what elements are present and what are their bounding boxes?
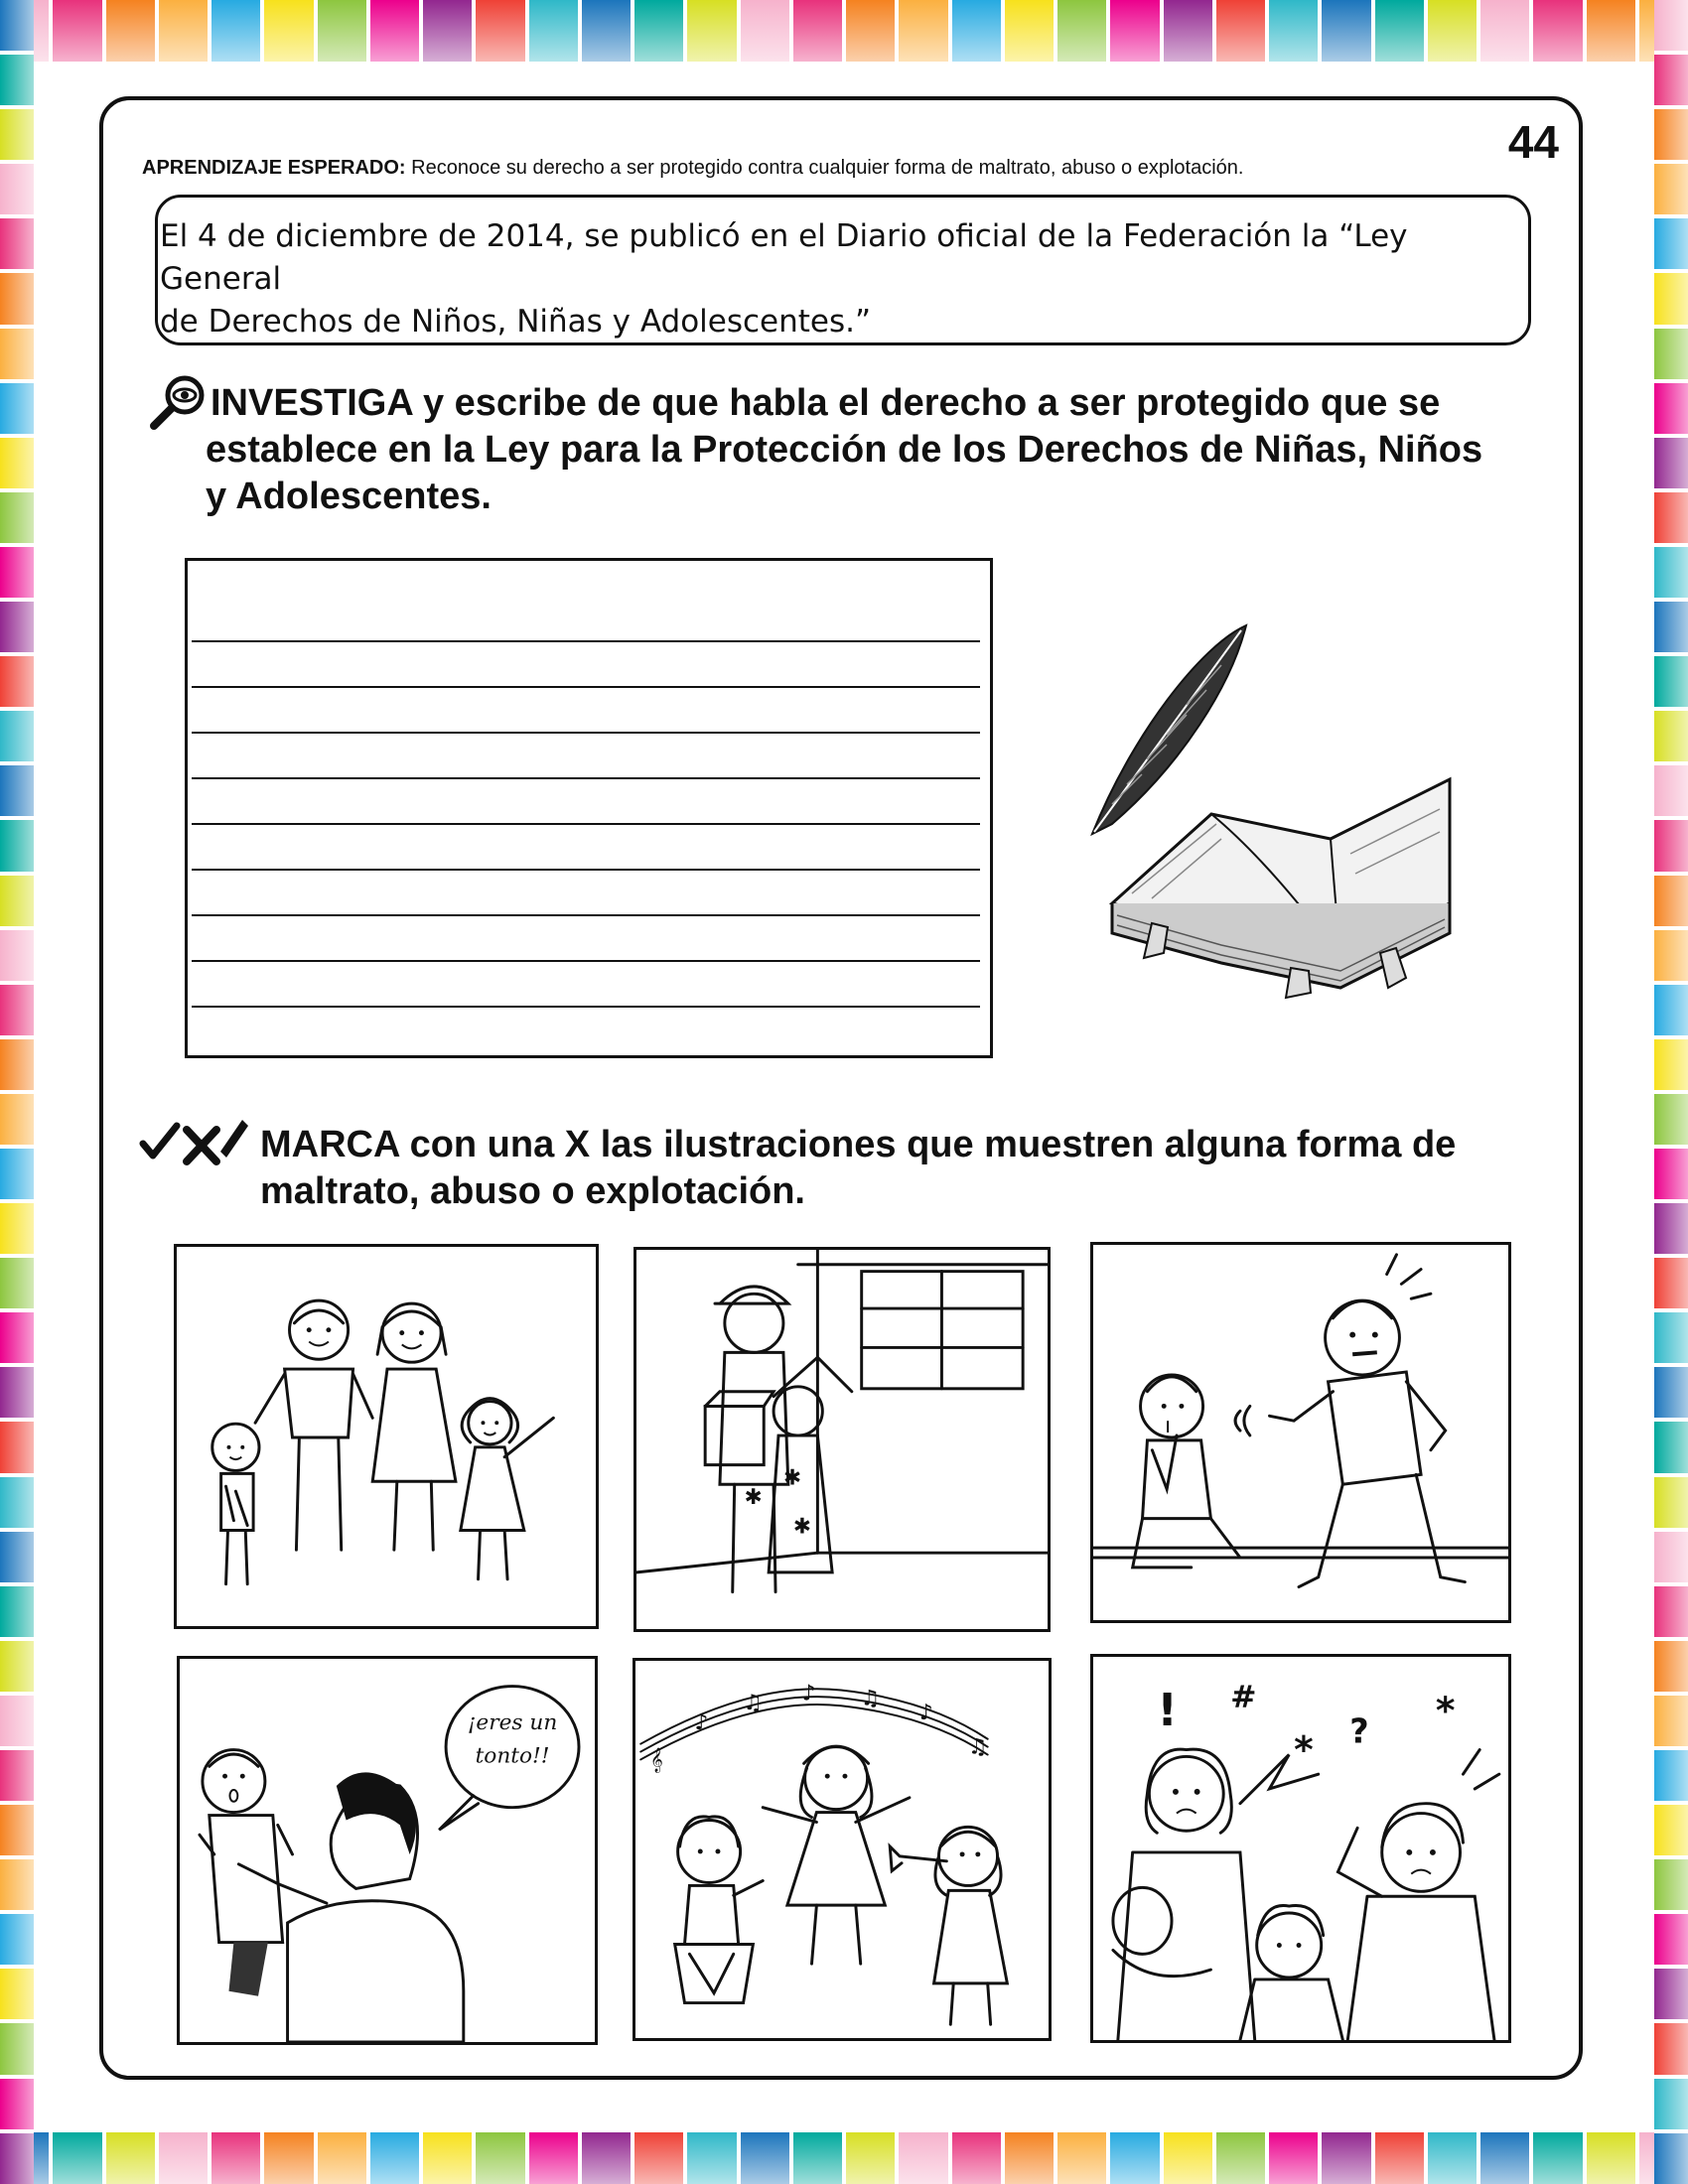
pencil-stripe — [1654, 0, 1688, 51]
pencil-stripe — [1654, 1149, 1688, 1199]
pencil-stripe — [846, 2132, 895, 2184]
pencil-stripe — [53, 2132, 101, 2184]
speech-bubble-text: ¡eres un tonto!! — [467, 1709, 558, 1769]
pencil-stripe — [1654, 547, 1688, 598]
pencil-stripe — [0, 1696, 34, 1746]
pencil-stripe — [423, 0, 472, 62]
pencil-stripe — [1654, 820, 1688, 871]
symbol-asterisk: * — [1435, 1688, 1456, 1732]
pencil-stripe — [0, 1149, 34, 1199]
pencil-stripe — [1654, 383, 1688, 434]
pencil-stripe — [1654, 492, 1688, 543]
illustration-children-music[interactable] — [633, 1658, 1052, 2041]
pencil-stripe — [1654, 765, 1688, 816]
pencil-stripe — [370, 0, 419, 62]
expected-learning — [142, 157, 1243, 180]
pencil-stripe — [1654, 876, 1688, 926]
pencil-stripe — [846, 0, 895, 62]
pencil-stripe — [1057, 0, 1106, 62]
pencil-stripe — [634, 2132, 683, 2184]
pencil-stripe — [0, 1532, 34, 1582]
pencil-stripe — [318, 2132, 366, 2184]
pencil-stripe — [741, 0, 789, 62]
writing-line — [192, 640, 980, 642]
pencil-stripe — [1654, 55, 1688, 105]
pencil-stripe — [318, 0, 366, 62]
investiga-instruction — [149, 380, 1539, 520]
pencil-stripe — [1216, 2132, 1265, 2184]
pencil-stripe — [1005, 2132, 1054, 2184]
pencil-stripe — [0, 1586, 34, 1637]
pencil-stripe — [53, 0, 101, 62]
investiga-keyword: INVESTIGA — [211, 382, 413, 424]
pencil-stripe — [1005, 0, 1054, 62]
svg-text:✱: ✱ — [782, 1465, 802, 1491]
pencil-stripe — [1654, 656, 1688, 707]
writing-line — [192, 914, 980, 916]
pencil-stripe — [1654, 218, 1688, 269]
pencil-stripe — [0, 1641, 34, 1692]
pencil-border-left — [0, 0, 34, 2184]
pencil-stripe — [370, 2132, 419, 2184]
pencil-stripe — [0, 218, 34, 269]
pencil-stripe — [423, 2132, 472, 2184]
pencil-stripe — [0, 1312, 34, 1363]
pencil-stripe — [1269, 2132, 1318, 2184]
quill-and-book-illustration — [1072, 606, 1470, 1003]
pencil-stripe — [0, 329, 34, 379]
pencil-stripe — [1269, 0, 1318, 62]
pencil-stripe — [0, 1367, 34, 1418]
pencil-stripe — [793, 0, 842, 62]
pencil-stripe — [899, 0, 947, 62]
pencil-stripe — [0, 711, 34, 761]
pencil-stripe — [687, 0, 736, 62]
pencil-stripe — [1428, 0, 1477, 62]
pencil-stripe — [0, 2133, 34, 2184]
pencil-stripe — [159, 2132, 208, 2184]
svg-text:♪: ♪ — [694, 1709, 709, 1735]
pencil-stripe — [0, 1914, 34, 1965]
pencil-stripe — [0, 547, 34, 598]
pencil-stripe — [741, 2132, 789, 2184]
pencil-stripe — [1654, 1367, 1688, 1418]
pencil-stripe — [1533, 0, 1582, 62]
pencil-stripe — [0, 930, 34, 981]
illustration-happy-family[interactable] — [174, 1244, 599, 1629]
pencil-stripe — [1654, 602, 1688, 652]
illustration-physical-abuse[interactable] — [1090, 1242, 1511, 1623]
pencil-border-bottom — [0, 2132, 1688, 2184]
pencil-stripe — [0, 985, 34, 1035]
pencil-stripe — [1654, 109, 1688, 160]
pencil-stripe — [1375, 0, 1424, 62]
pencil-stripe — [0, 1258, 34, 1308]
writing-box[interactable] — [185, 558, 993, 1058]
symbol-hash: # — [1230, 1680, 1257, 1716]
pencil-stripe — [529, 0, 578, 62]
svg-text:✱: ✱ — [792, 1514, 811, 1540]
writing-line — [192, 777, 980, 779]
pencil-stripe — [1654, 1805, 1688, 1855]
writing-line — [192, 686, 980, 688]
pencil-stripe — [899, 2132, 947, 2184]
pencil-stripe — [1654, 1039, 1688, 1090]
pencil-stripe — [0, 109, 34, 160]
writing-line — [192, 1006, 980, 1008]
illustration-family-argument[interactable] — [1090, 1654, 1511, 2043]
pencil-stripe — [1654, 1203, 1688, 1254]
info-line-1: El 4 de diciembre de 2014, se publicó en el Diario oficial de la Federación la “Ley General — [160, 218, 1408, 297]
pencil-stripe — [0, 0, 34, 51]
pencil-stripe — [0, 383, 34, 434]
pencil-stripe — [106, 0, 155, 62]
pencil-stripe — [1654, 1641, 1688, 1692]
pencil-stripe — [476, 0, 524, 62]
pencil-stripe — [0, 273, 34, 324]
pencil-stripe — [582, 0, 631, 62]
pencil-border-top — [0, 0, 1688, 62]
symbol-question: ? — [1349, 1711, 1369, 1751]
pencil-stripe — [1654, 930, 1688, 981]
pencil-stripe — [0, 2023, 34, 2074]
pencil-stripe — [0, 1805, 34, 1855]
writing-line — [192, 960, 980, 962]
pencil-stripe — [1654, 1532, 1688, 1582]
pencil-stripe — [1654, 1859, 1688, 1910]
pencil-stripe — [1110, 0, 1159, 62]
pencil-border-right — [1654, 0, 1688, 2184]
pencil-stripe — [0, 438, 34, 488]
illustration-child-labor[interactable] — [633, 1247, 1051, 1632]
pencil-stripe — [1654, 273, 1688, 324]
pencil-stripe — [687, 2132, 736, 2184]
pencil-stripe — [1428, 2132, 1477, 2184]
pencil-stripe — [0, 1750, 34, 1801]
pencil-stripe — [1164, 2132, 1212, 2184]
pencil-stripe — [0, 1859, 34, 1910]
pencil-stripe — [1533, 2132, 1582, 2184]
pencil-stripe — [1587, 0, 1635, 62]
pencil-stripe — [1654, 985, 1688, 1035]
pencil-stripe — [529, 2132, 578, 2184]
symbol-exclamation: ! — [1157, 1683, 1178, 1736]
investiga-line3: y Adolescentes. — [206, 476, 492, 517]
pencil-stripe — [0, 656, 34, 707]
svg-text:♫: ♫ — [967, 1734, 988, 1760]
pencil-stripe — [0, 1477, 34, 1528]
info-line-2: de Derechos de Niños, Niñas y Adolescentes.” — [160, 304, 872, 340]
investiga-line1: y escribe de que habla el derecho a ser protegido que se — [422, 382, 1441, 424]
expected-learning-label: APRENDIZAJE ESPERADO: — [142, 157, 406, 179]
pencil-stripe — [1654, 1312, 1688, 1363]
marca-line2: maltrato, abuso o explotación. — [260, 1170, 805, 1212]
pencil-stripe — [211, 0, 260, 62]
pencil-stripe — [476, 2132, 524, 2184]
pencil-stripe — [0, 164, 34, 214]
pencil-stripe — [1654, 1696, 1688, 1746]
info-box — [155, 195, 1531, 345]
pencil-stripe — [1654, 711, 1688, 761]
pencil-stripe — [952, 0, 1001, 62]
pencil-stripe — [1322, 0, 1370, 62]
pencil-stripe — [1654, 1422, 1688, 1472]
pencil-stripe — [1164, 0, 1212, 62]
pencil-stripe — [0, 765, 34, 816]
pencil-stripe — [0, 602, 34, 652]
pencil-stripe — [159, 0, 208, 62]
pencil-stripe — [1480, 0, 1529, 62]
pencil-stripe — [1654, 2023, 1688, 2074]
pencil-stripe — [264, 0, 313, 62]
pencil-stripe — [1654, 329, 1688, 379]
pencil-stripe — [0, 820, 34, 871]
pencil-stripe — [1654, 164, 1688, 214]
pencil-stripe — [1654, 1969, 1688, 2019]
pencil-stripe — [0, 1039, 34, 1090]
writing-line — [192, 869, 980, 871]
pencil-stripe — [1110, 2132, 1159, 2184]
svg-text:♪: ♪ — [918, 1701, 933, 1726]
pencil-stripe — [211, 2132, 260, 2184]
pencil-stripe — [106, 2132, 155, 2184]
pencil-stripe — [0, 492, 34, 543]
expected-learning-text: Reconoce su derecho a ser protegido contra cualquier forma de maltrato, abuso o explotación. — [411, 157, 1244, 179]
pencil-stripe — [0, 876, 34, 926]
pencil-stripe — [1057, 2132, 1106, 2184]
pencil-stripe — [1654, 1094, 1688, 1145]
pencil-stripe — [1654, 438, 1688, 488]
symbol-asterisk: * — [1294, 1727, 1314, 1772]
pencil-stripe — [264, 2132, 313, 2184]
svg-text:♪: ♪ — [801, 1681, 816, 1706]
pencil-stripe — [1480, 2132, 1529, 2184]
page-number: 44 — [1507, 116, 1559, 168]
writing-line — [192, 823, 980, 825]
pencil-stripe — [952, 2132, 1001, 2184]
marca-instruction — [139, 1122, 1529, 1215]
pencil-stripe — [1654, 1750, 1688, 1801]
svg-text:♫: ♫ — [743, 1691, 763, 1716]
pencil-stripe — [0, 1203, 34, 1254]
pencil-stripe — [1375, 2132, 1424, 2184]
pencil-stripe — [793, 2132, 842, 2184]
pencil-stripe — [1216, 0, 1265, 62]
svg-text:✱: ✱ — [744, 1484, 763, 1510]
pencil-stripe — [1587, 2132, 1635, 2184]
pencil-stripe — [1654, 2133, 1688, 2184]
pencil-stripe — [1654, 1586, 1688, 1637]
svg-text:♫: ♫ — [860, 1686, 881, 1711]
pencil-stripe — [1654, 1914, 1688, 1965]
writing-line — [192, 732, 980, 734]
pencil-stripe — [1654, 1477, 1688, 1528]
pencil-stripe — [1654, 2079, 1688, 2129]
pencil-stripe — [0, 1094, 34, 1145]
pencil-stripe — [634, 0, 683, 62]
pencil-stripe — [0, 55, 34, 105]
pencil-stripe — [582, 2132, 631, 2184]
pencil-stripe — [1322, 2132, 1370, 2184]
pencil-stripe — [0, 1422, 34, 1472]
marca-line1: MARCA con una X las ilustraciones que muestren alguna forma de — [260, 1124, 1457, 1165]
pencil-stripe — [1654, 1258, 1688, 1308]
illustration-verbal-abuse[interactable] — [177, 1656, 598, 2045]
investiga-line2: establece en la Ley para la Protección de los Derechos de Niñas, Niños — [206, 429, 1483, 471]
pencil-stripe — [0, 2079, 34, 2129]
pencil-stripe — [0, 1969, 34, 2019]
svg-text:𝄞: 𝄞 — [650, 1747, 663, 1773]
